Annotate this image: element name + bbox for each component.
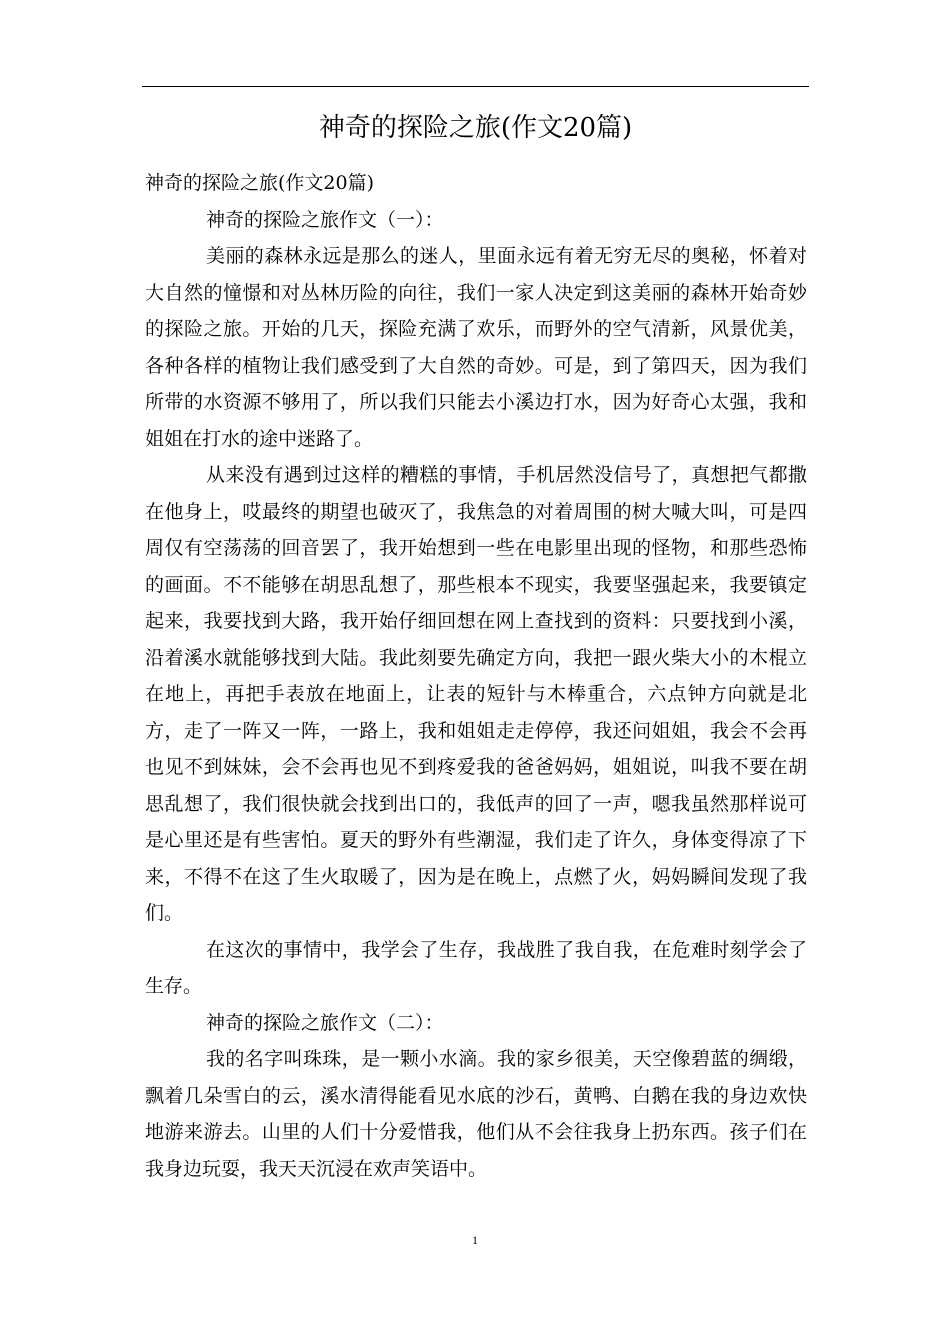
section-heading-2: 神奇的探险之旅作文（二）： [206, 1011, 444, 1034]
paragraph: 在这次的事情中，我学会了生存，我战胜了我自我，在危难时刻学会了生存。 [145, 938, 807, 997]
document-subtitle: 神奇的探险之旅(作文20篇) [145, 172, 375, 194]
page-number: 1 [472, 1233, 478, 1247]
paragraph: 美丽的森林永远是那么的迷人，里面永远有着无穷无尽的奥秘，怀着对大自然的憧憬和对丛林历险的向往，我们一家人决定到这美丽的森林开始奇妙的探险之旅。开始的几天，探险充满了欢乐，而野外的空气清新，风景优美，各种各样的植物让我们感受到了大自然的奇妙。可是，到了第四天，因为我们所带的水资源不够用了，所以我们只能去小溪边打水，因为好奇心太强，我和姐姐在打水的途中迷路了。 [145, 245, 807, 450]
document-body [145, 165, 807, 1187]
paragraph: 我的名字叫珠珠，是一颗小水滴。我的家乡很美，天空像碧蓝的绸缎，飘着几朵雪白的云，溪水清得能看见水底的沙石，黄鸭、白鹅在我的身边欢快地游来游去。山里的人们十分爱惜我，他们从不会往我身上扔东西。孩子们在我身边玩耍，我天天沉浸在欢声笑语中。 [145, 1048, 807, 1180]
section-heading-1: 神奇的探险之旅作文（一）： [206, 208, 444, 231]
header-rule [142, 86, 809, 87]
document-title: 神奇的探险之旅(作文20篇) [318, 113, 633, 143]
paragraph: 从来没有遇到过这样的糟糕的事情，手机居然没信号了，真想把气都撒在他身上，哎最终的期望也破灭了，我焦急的对着周围的树大喊大叫，可是四周仅有空荡荡的回音罢了，我开始想到一些在电影里出现的怪物，和那些恐怖的画面。不不能够在胡思乱想了，那些根本不现实，我要坚强起来，我要镇定起来，我要找到大路，我开始仔细回想在网上查找到的资料：只要找到小溪，沿着溪水就能够找到大陆。我此刻要先确定方向，我把一跟火柴大小的木棍立在地上，再把手表放在地面上，让表的短针与木棒重合，六点钟方向就是北方，走了一阵又一阵，一路上，我和姐姐走走停停，我还问姐姐，我会不会再也见不到妹妹，会不会再也见不到疼爱我的爸爸妈妈，姐姐说，叫我不要在胡思乱想了，我们很快就会找到出口的，我低声的回了一声，嗯我虽然那样说可是心里还是有些害怕。夏天的野外有些潮湿，我们走了许久，身体变得凉了下来，不得不在这了生火取暖了，因为是在晚上，点燃了火，妈妈瞬间发现了我们。 [145, 464, 807, 924]
